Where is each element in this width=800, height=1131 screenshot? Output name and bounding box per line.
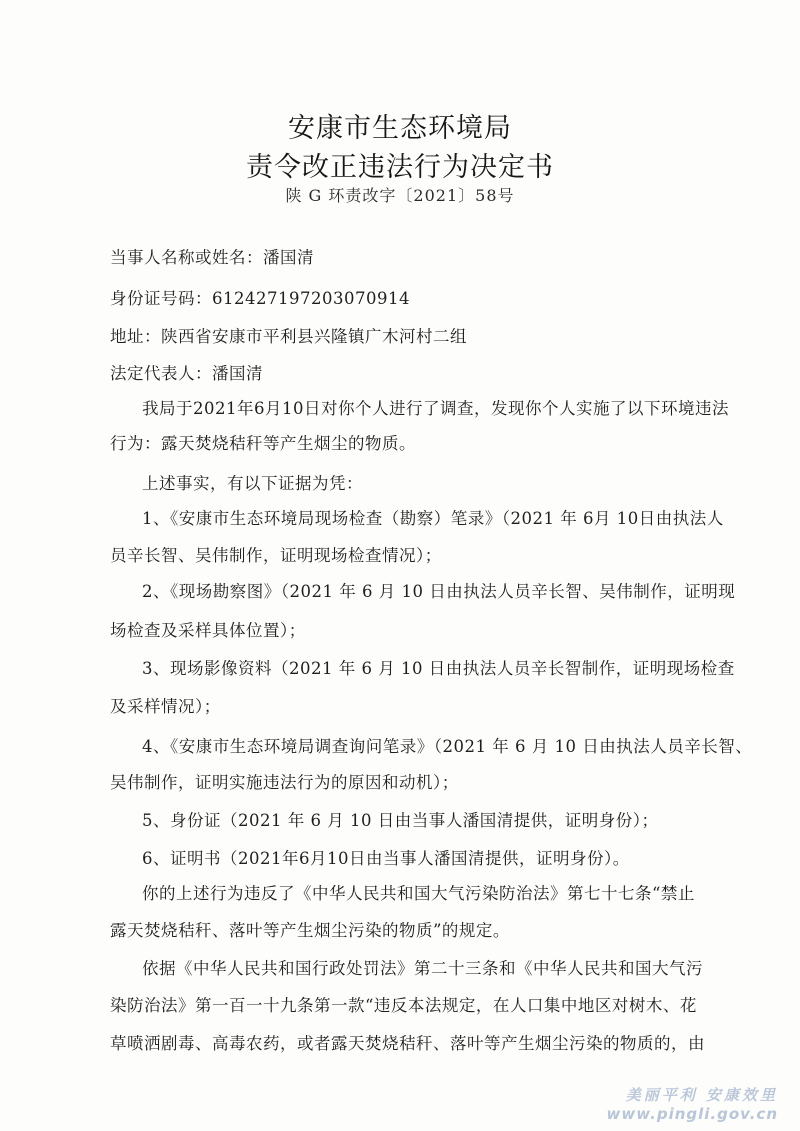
body-line: 草喷洒剧毒、高毒农药，或者露天焚烧秸秆、落叶等产生烟尘污染的物质的，由: [110, 1034, 705, 1053]
body-line: 场检查及采样具体位置）；: [110, 621, 306, 640]
body-line: 我局于2021年6月10日对你个人进行了调查，发现你个人实施了以下环境违法: [142, 399, 729, 418]
body-line: 染防治法》第一百一十九条第一款“违反本法规定，在人口集中地区对树木、花: [110, 996, 697, 1015]
body-line: 2、《现场勘察图》（2021 年 6 月 10 日由执法人员辛长智、吴伟制作，证明现: [142, 582, 736, 601]
body-line: 露天焚烧秸秆、落叶等产生烟尘污染的物质”的规定。: [110, 921, 510, 940]
address-line: 地址：陕西省安康市平利县兴隆镇广木河村二组: [110, 327, 467, 346]
body-line: 及采样情况）；: [110, 697, 221, 716]
body-line: 员辛长智、吴伟制作，证明现场检查情况）；: [110, 546, 442, 565]
watermark-slogan: 美丽平利 安康效里: [625, 1086, 778, 1104]
document-number: 陕 G 环责改字〔2021〕58号: [285, 186, 515, 205]
body-line: 依据《中华人民共和国行政处罚法》第二十三条和《中华人民共和国大气污: [142, 959, 703, 978]
body-line: 行为：露天焚烧秸秆等产生烟尘的物质。: [110, 434, 416, 453]
body-line: 1、《安康市生态环境局现场检查（勘察）笔录》（2021 年 6月 10日由执法人: [142, 509, 724, 528]
body-line: 上述事实，有以下证据为凭：: [142, 474, 363, 493]
legal-representative-line: 法定代表人：潘国清: [110, 364, 263, 383]
body-line: 吴伟制作，证明实施违法行为的原因和动机）；: [110, 773, 459, 792]
watermark-url: www.pingli.gov.cn: [606, 1105, 778, 1123]
party-name-line: 当事人名称或姓名：潘国清: [110, 248, 314, 267]
document-title: 责令改正违法行为决定书: [246, 152, 554, 183]
body-line: 4、《安康市生态环境局调查询问笔录》（2021 年 6 月 10 日由执法人员辛长智、: [142, 737, 753, 756]
id-number-line: 身份证号码：612427197203070914: [110, 289, 410, 308]
body-line: 6、证明书（2021年6月10日由当事人潘国清提供，证明身份）。: [142, 849, 630, 868]
body-line: 你的上述行为违反了《中华人民共和国大气污染防治法》第七十七条“禁止: [142, 884, 695, 903]
site-watermark: [558, 1084, 778, 1123]
agency-title: 安康市生态环境局: [288, 113, 512, 144]
body-line: 5、身份证（2021 年 6 月 10 日由当事人潘国清提供，证明身份）；: [142, 811, 659, 830]
body-line: 3、现场影像资料（2021 年 6 月 10 日由执法人员辛长智制作，证明现场检查: [142, 659, 735, 678]
